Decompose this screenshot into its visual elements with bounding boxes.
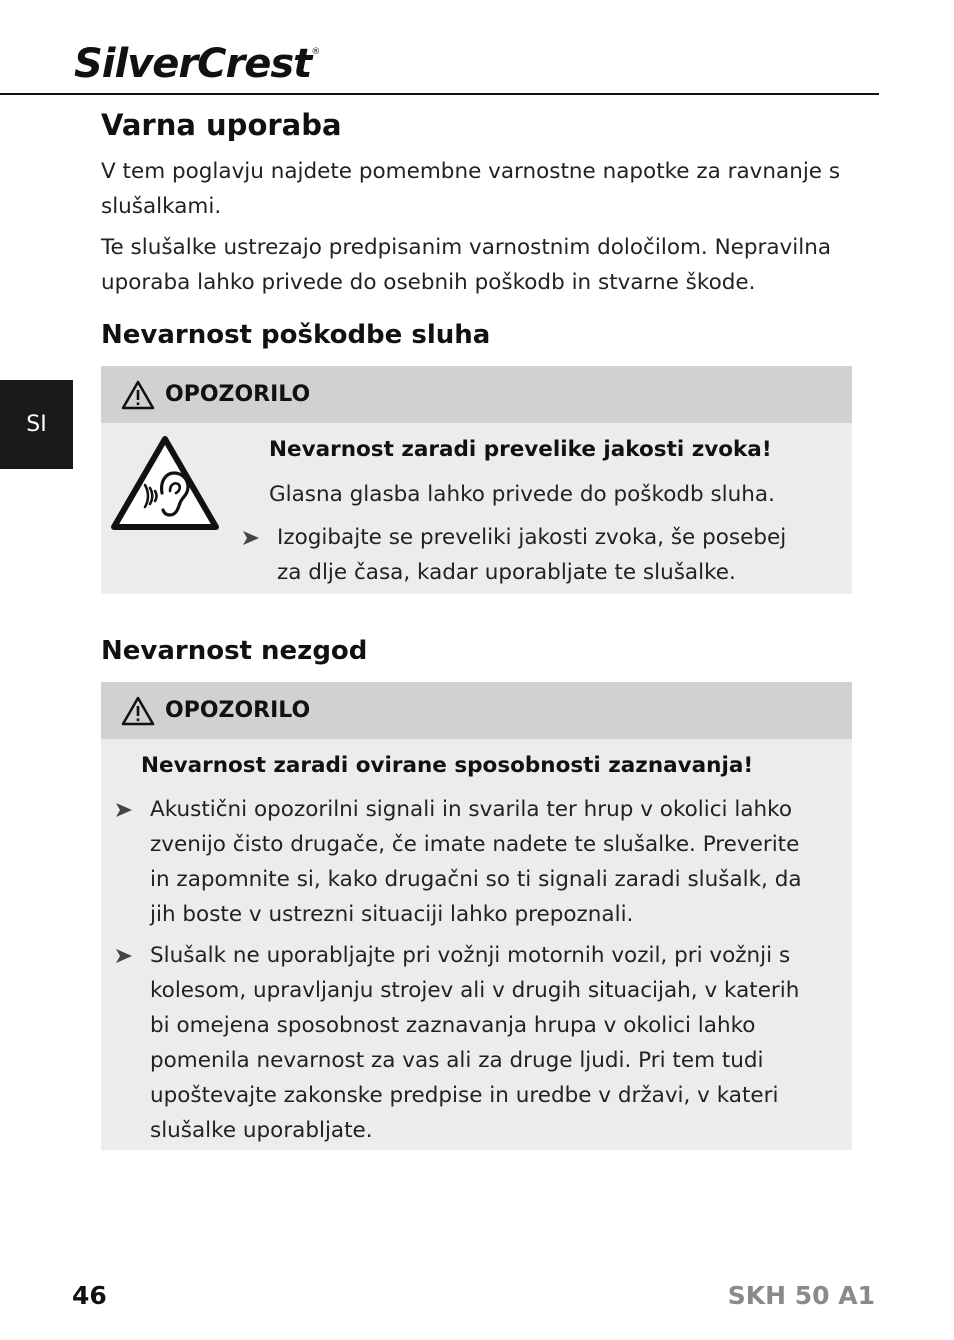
language-tab-label: SI <box>26 412 47 437</box>
hearing-damage-icon <box>110 435 220 533</box>
safety-intro <box>101 100 852 306</box>
hearing-warning-title: Nevarnost zaradi prevelike jakosti zvoka! <box>269 437 772 462</box>
bullet-arrow-icon <box>116 803 132 817</box>
hearing-heading: Nevarnost poškodbe sluha <box>101 320 491 350</box>
hearing-warning-box <box>101 366 852 594</box>
page-number: 46 <box>72 1281 107 1310</box>
accident-warning-title: Nevarnost zaradi ovirane sposobnosti zaznavanja! <box>141 753 754 778</box>
hearing-bullet-text: Izogibajte se preveliki jakosti zvoka, še posebej za dlje časa, kadar uporabljate te slušalke. <box>277 525 787 585</box>
hearing-warning-header <box>101 366 852 423</box>
section-title: Varna uporaba <box>101 108 342 142</box>
intro-paragraph-2: Te slušalke ustrezajo predpisanim varnostnim določilom. Nepravilna uporaba lahko privede do osebnih poškodb in stvarne škode. <box>101 235 832 295</box>
model-number: SKH 50 A1 <box>727 1281 875 1310</box>
hearing-warning-content <box>269 432 839 512</box>
language-tab <box>0 380 73 469</box>
accident-bullet-1-text: Akustični opozorilni signali in svarila ter hrup v okolici lahko zvenijo čisto drugače, če imate nadete te slušalke. Preverite in zapomnite si, kako drugačni so ti signali zaradi slušalk, da jih boste v ustrezni situaciji lahko prepoznali. <box>150 797 802 927</box>
accident-bullet-2-text: Slušalk ne uporabljajte pri vožnji motornih vozil, pri vožnji s kolesom, upravljanju strojev ali v drugih situacijah, v katerih bi omejena sposobnost zaznavanja hrupa v okolici lahko pomenila nevarnost za vas ali za druge ljudi. Pri tem tudi upoštevajte zakonske predpise in uredbe v državi, v kateri slušalke uporabljate. <box>150 943 800 1143</box>
warning-triangle-icon <box>121 380 155 410</box>
hearing-warning-text: Glasna glasba lahko privede do poškodb sluha. <box>269 482 775 507</box>
warning-triangle-icon <box>121 696 155 726</box>
hearing-warning-label: OPOZORILO <box>165 382 311 407</box>
registered-mark: ® <box>311 47 320 57</box>
intro-paragraph-1: V tem poglavju najdete pomembne varnostne napotke za ravnanje s slušalkami. <box>101 159 841 219</box>
accident-warning-box <box>101 682 852 1150</box>
bullet-arrow-icon <box>116 949 132 963</box>
hearing-bullet <box>243 520 803 590</box>
accident-warning-header <box>101 682 852 739</box>
brand-name: SilverCrest <box>74 41 312 87</box>
accident-warning-label: OPOZORILO <box>165 698 311 723</box>
header-rule <box>0 93 879 95</box>
accident-bullet-1 <box>116 792 816 932</box>
accident-heading: Nevarnost nezgod <box>101 636 368 666</box>
accident-bullet-2 <box>116 938 816 1148</box>
silvercrest-logo <box>74 41 320 87</box>
bullet-arrow-icon <box>243 531 259 545</box>
